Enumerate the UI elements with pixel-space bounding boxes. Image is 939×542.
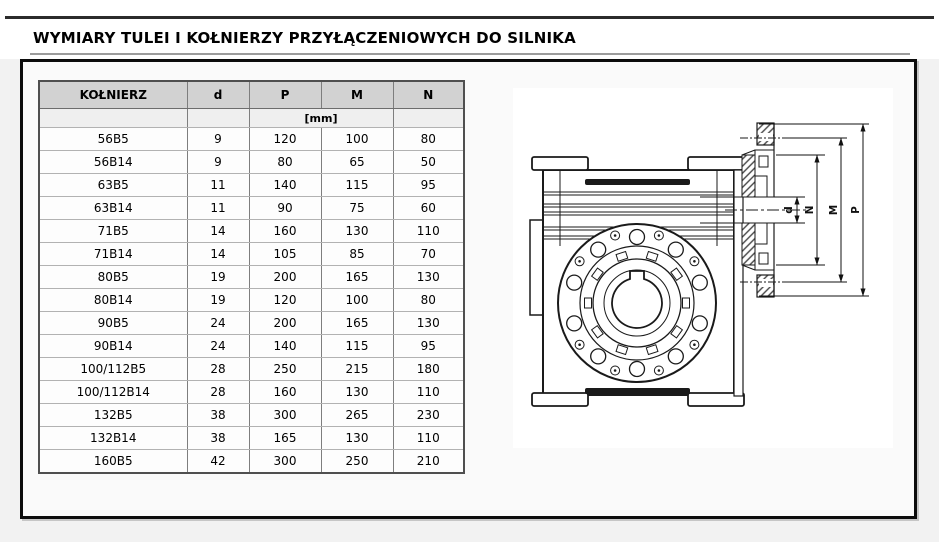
dimension-value-cell: 24 xyxy=(187,335,249,358)
dimension-value-cell: 75 xyxy=(321,197,393,220)
dimension-value-cell: 120 xyxy=(249,289,321,312)
dimension-value-cell: 300 xyxy=(249,404,321,427)
flange-name-cell: 90B5 xyxy=(39,312,187,335)
table-row xyxy=(39,358,464,381)
dimension-value-cell: 19 xyxy=(187,289,249,312)
table-header-row xyxy=(39,81,464,109)
table-row xyxy=(39,266,464,289)
flange-name-cell: 56B14 xyxy=(39,151,187,174)
dimension-value-cell: 110 xyxy=(393,427,464,450)
dim-label-d: d xyxy=(783,206,795,214)
table-row xyxy=(39,243,464,266)
unit-cell-empty xyxy=(187,109,249,128)
table-row xyxy=(39,404,464,427)
page-title: WYMIARY TULEI I KOŁNIERZY PRZYŁĄCZENIOWYCH DO SILNIKA xyxy=(33,29,576,47)
dim-label-p: P xyxy=(850,206,862,214)
dim-label-n: N xyxy=(804,205,816,215)
bottom-slot xyxy=(585,388,690,394)
dimension-value-cell: 160 xyxy=(249,220,321,243)
dimension-value-cell: 105 xyxy=(249,243,321,266)
dimension-value-cell: 38 xyxy=(187,427,249,450)
unit-cell-empty xyxy=(393,109,464,128)
dimension-value-cell: 60 xyxy=(393,197,464,220)
dimension-value-cell: 210 xyxy=(393,450,464,474)
dimension-value-cell: 80 xyxy=(249,151,321,174)
column-header-n: N xyxy=(393,81,464,109)
dimension-value-cell: 180 xyxy=(393,358,464,381)
dimension-value-cell: 140 xyxy=(249,174,321,197)
table-row xyxy=(39,220,464,243)
flange-name-cell: 71B14 xyxy=(39,243,187,266)
flange-name-cell: 132B14 xyxy=(39,427,187,450)
table-row xyxy=(39,289,464,312)
dimension-value-cell: 250 xyxy=(321,450,393,474)
dimension-value-cell: 300 xyxy=(249,450,321,474)
dimension-value-cell: 11 xyxy=(187,197,249,220)
gearbox-technical-drawing xyxy=(513,88,893,448)
table-row xyxy=(39,151,464,174)
dimension-value-cell: 38 xyxy=(187,404,249,427)
dimension-value-cell: 19 xyxy=(187,266,249,289)
flange-name-cell: 132B5 xyxy=(39,404,187,427)
table-body xyxy=(39,128,464,474)
table-row xyxy=(39,312,464,335)
dimension-value-cell: 250 xyxy=(249,358,321,381)
dimension-value-cell: 70 xyxy=(393,243,464,266)
dim-label-m: M xyxy=(828,204,840,216)
dimension-value-cell: 24 xyxy=(187,312,249,335)
dimension-value-cell: 110 xyxy=(393,220,464,243)
dimension-value-cell: 28 xyxy=(187,381,249,404)
dimension-value-cell: 100 xyxy=(321,289,393,312)
top-rule xyxy=(5,16,934,19)
dimension-value-cell: 50 xyxy=(393,151,464,174)
header-band xyxy=(0,0,939,59)
flange-name-cell: 56B5 xyxy=(39,128,187,151)
unit-cell-empty xyxy=(39,109,187,128)
flange-name-cell: 63B5 xyxy=(39,174,187,197)
dimension-value-cell: 130 xyxy=(321,427,393,450)
dimension-value-cell: 230 xyxy=(393,404,464,427)
flange-name-cell: 71B5 xyxy=(39,220,187,243)
flange-dimensions-table xyxy=(38,80,465,474)
dimension-value-cell: 95 xyxy=(393,174,464,197)
table-row xyxy=(39,174,464,197)
dimension-value-cell: 120 xyxy=(249,128,321,151)
dimension-value-cell: 9 xyxy=(187,151,249,174)
flange-name-cell: 90B14 xyxy=(39,335,187,358)
table-row xyxy=(39,197,464,220)
table-row xyxy=(39,450,464,474)
dimension-value-cell: 95 xyxy=(393,335,464,358)
dimension-labels xyxy=(783,205,862,215)
table-row xyxy=(39,335,464,358)
table-row xyxy=(39,427,464,450)
column-header-m: M xyxy=(321,81,393,109)
dimension-value-cell: 200 xyxy=(249,266,321,289)
dimension-value-cell: 115 xyxy=(321,335,393,358)
dimension-value-cell: 28 xyxy=(187,358,249,381)
table-row xyxy=(39,381,464,404)
dimension-value-cell: 42 xyxy=(187,450,249,474)
dimension-value-cell: 100 xyxy=(321,128,393,151)
dimension-value-cell: 200 xyxy=(249,312,321,335)
dimension-value-cell: 110 xyxy=(393,381,464,404)
dimension-value-cell: 14 xyxy=(187,243,249,266)
column-header-kolnierz: KOŁNIERZ xyxy=(39,81,187,109)
unit-row xyxy=(39,109,464,128)
flange-name-cell: 160B5 xyxy=(39,450,187,474)
column-header-p: P xyxy=(249,81,321,109)
dimension-value-cell: 130 xyxy=(321,220,393,243)
unit-cell-mm: [mm] xyxy=(249,109,393,128)
dimension-value-cell: 11 xyxy=(187,174,249,197)
dimension-value-cell: 165 xyxy=(249,427,321,450)
dimension-value-cell: 160 xyxy=(249,381,321,404)
top-slot xyxy=(585,179,690,185)
dimension-value-cell: 9 xyxy=(187,128,249,151)
content-box xyxy=(20,59,917,519)
dimension-value-cell: 165 xyxy=(321,312,393,335)
dimension-value-cell: 80 xyxy=(393,128,464,151)
dimension-value-cell: 90 xyxy=(249,197,321,220)
column-header-d: d xyxy=(187,81,249,109)
flange-name-cell: 80B14 xyxy=(39,289,187,312)
table-head xyxy=(39,81,464,128)
dimension-value-cell: 140 xyxy=(249,335,321,358)
dimension-value-cell: 65 xyxy=(321,151,393,174)
dimension-value-cell: 115 xyxy=(321,174,393,197)
flange-name-cell: 100/112B5 xyxy=(39,358,187,381)
flange-name-cell: 80B5 xyxy=(39,266,187,289)
dimension-value-cell: 165 xyxy=(321,266,393,289)
dimension-value-cell: 85 xyxy=(321,243,393,266)
flange-name-cell: 100/112B14 xyxy=(39,381,187,404)
flange-name-cell: 63B14 xyxy=(39,197,187,220)
dimension-value-cell: 130 xyxy=(393,266,464,289)
dimension-value-cell: 130 xyxy=(321,381,393,404)
dimension-value-cell: 215 xyxy=(321,358,393,381)
title-underline xyxy=(30,53,910,55)
table-row xyxy=(39,128,464,151)
dimension-value-cell: 265 xyxy=(321,404,393,427)
dimension-value-cell: 130 xyxy=(393,312,464,335)
output-flange-face xyxy=(558,224,716,382)
dimension-value-cell: 80 xyxy=(393,289,464,312)
dimension-value-cell: 14 xyxy=(187,220,249,243)
